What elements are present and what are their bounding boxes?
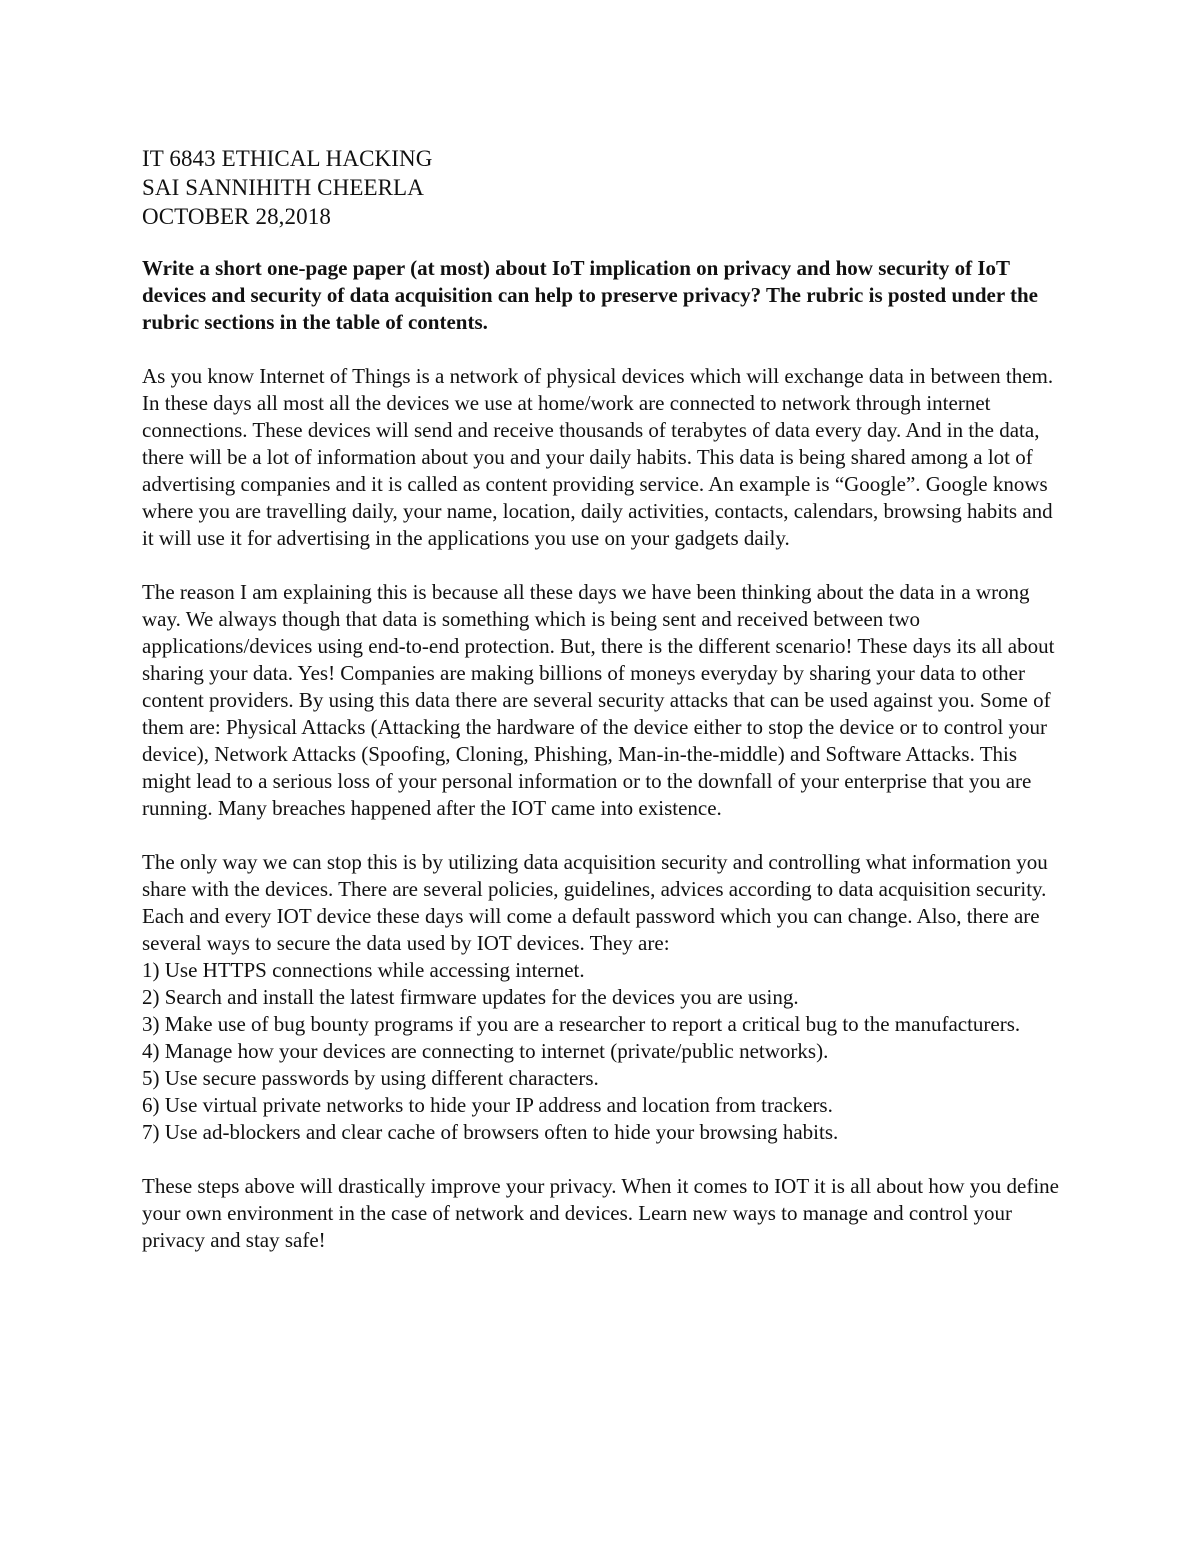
- paragraph-conclusion: These steps above will drastically improve your privacy. When it comes to IOT it is all about how you define your own environment in the case of network and devices. Learn new ways to manage and control your privacy and stay safe!: [142, 1174, 1059, 1252]
- author-name: SAI SANNIHITH CHEERLA: [142, 175, 424, 200]
- course-title: IT 6843 ETHICAL HACKING: [142, 146, 433, 171]
- spacer: [142, 822, 1066, 849]
- paragraph-security: The only way we can stop this is by utilizing data acquisition security and controlling what information you share with the devices. There are several policies, guidelines, advices according to data acquisition security. Each and every IOT device these days will come a default password which you can change. Also, there are several ways to secure the data used by IOT devices. They are:: [142, 850, 1048, 955]
- spacer: [142, 231, 1066, 255]
- spacer: [142, 1146, 1066, 1173]
- document-date: OCTOBER 28,2018: [142, 204, 331, 229]
- assignment-prompt: Write a short one-page paper (at most) about IoT implication on privacy and how security of IoT devices and security of data acquisition can help to preserve privacy? The rubric is posted under the rubric sections in the table of contents.: [142, 256, 1039, 334]
- list-item: 5) Use secure passwords by using different characters.: [142, 1066, 599, 1090]
- spacer: [142, 552, 1066, 579]
- list-item: 3) Make use of bug bounty programs if you are a researcher to report a critical bug to the manufacturers.: [142, 1012, 1021, 1036]
- list-item: 4) Manage how your devices are connecting to internet (private/public networks).: [142, 1039, 829, 1063]
- list-item: 6) Use virtual private networks to hide your IP address and location from trackers.: [142, 1093, 833, 1117]
- list-item: 7) Use ad-blockers and clear cache of browsers often to hide your browsing habits.: [142, 1120, 839, 1144]
- security-steps-list: [142, 957, 1066, 1146]
- list-item: 2) Search and install the latest firmware updates for the devices you are using.: [142, 985, 799, 1009]
- list-item: 1) Use HTTPS connections while accessing internet.: [142, 958, 585, 982]
- document-body: [142, 144, 1066, 1254]
- spacer: [142, 336, 1066, 363]
- paragraph-attacks: The reason I am explaining this is because all these days we have been thinking about the data in a wrong way. We always though that data is something which is being sent and received between two applications/devices using end-to-end protection. But, there is the different scenario! These days its all about sharing your data. Yes! Companies are making billions of moneys everyday by sharing your data to other content providers. By using this data there are several security attacks that can be used against you. Some of them are: Physical Attacks (Attacking the hardware of the device either to stop the device or to control your device), Network Attacks (Spoofing, Cloning, Phishing, Man-in-the-middle) and Software Attacks. This might lead to a serious loss of your personal information or to the downfall of your enterprise that you are running. Many breaches happened after the IOT came into existence.: [142, 580, 1055, 820]
- paragraph-intro: As you know Internet of Things is a network of physical devices which will exchange data in between them. In these days all most all the devices we use at home/work are connected to network through internet connections. These devices will send and receive thousands of terabytes of data every day. And in the data, there will be a lot of information about you and your daily habits. This data is being shared among a lot of advertising companies and it is called as content providing service. An example is “Google”. Google knows where you are travelling daily, your name, location, daily activities, contacts, calendars, browsing habits and it will use it for advertising in the applications you use on your gadgets daily.: [142, 364, 1054, 550]
